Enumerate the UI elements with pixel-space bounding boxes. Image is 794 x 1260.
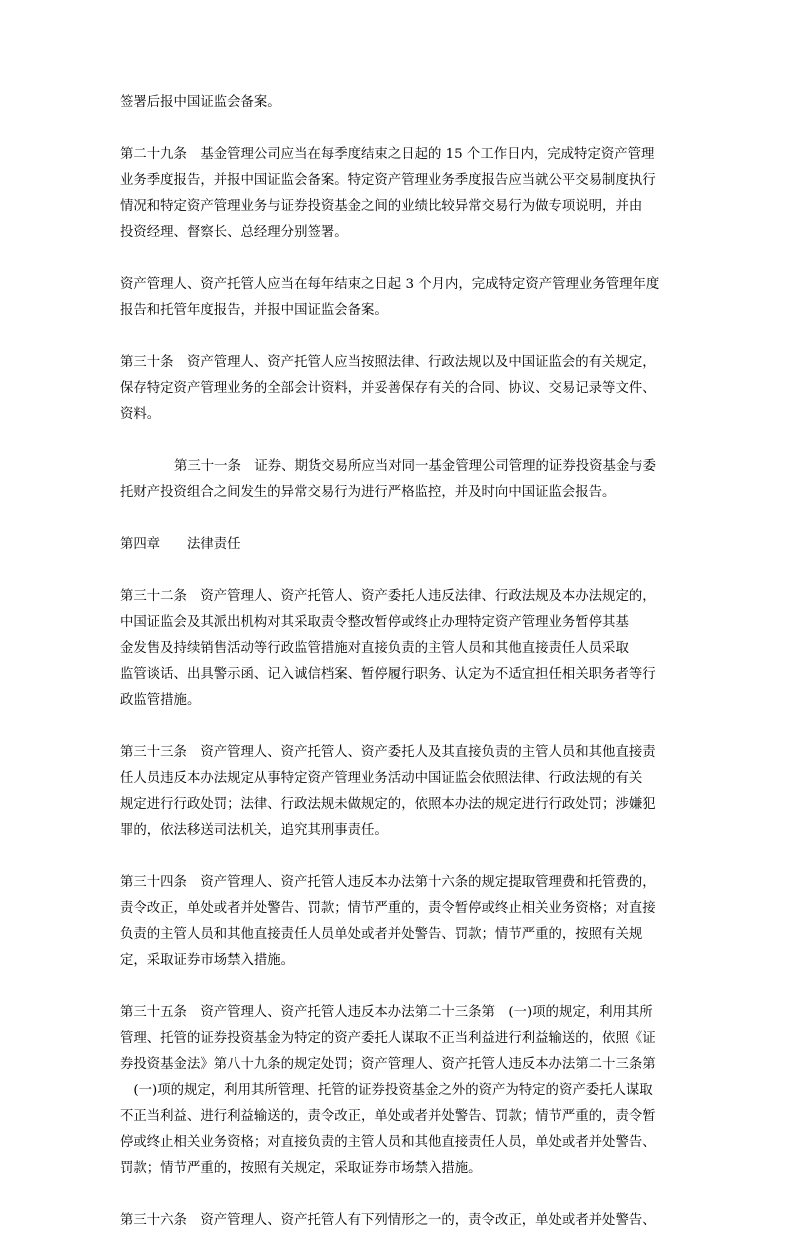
text-line: 管理、托管的证券投资基金为特定的资产委托人谋取不正当利益进行利益输送的，依照《证 [120,1031,656,1046]
text-line: 规定进行行政处罚；法律、行政法规未做规定的，依照本办法的规定进行行政处罚；涉嫌犯 [120,797,656,812]
text-line: 罚款；情节严重的，按照有关规定，采取证券市场禁入措施。 [120,1161,482,1176]
text-line: 负责的主管人员和其他直接责任人员单处或者并处警告、罚款；情节严重的，按照有关规 [120,927,643,942]
text-line: 停或终止相关业务资格；对直接负责的主管人员和其他直接责任人员，单处或者并处警告、 [120,1135,656,1150]
paragraph-annual-report [120,272,688,324]
text-line: 政监管措施。 [120,693,201,708]
paragraph-article-36 [120,1208,688,1234]
text-line: 签署后报中国证监会备案。 [120,95,281,110]
paragraph-article-31 [120,454,688,506]
text-line: 不正当利益、进行利益输送的，责令改正，单处或者并处警告、罚款；情节严重的，责令暂 [120,1109,656,1124]
text-line: 责令改正，单处或者并处警告、罚款；情节严重的，责令暂停或终止相关业务资格；对直接 [120,901,656,916]
paragraph-article-32 [120,584,688,714]
text-line: 第二十九条 基金管理公司应当在每季度结束之日起的 15 个工作日内，完成特定资产管理 [120,147,655,162]
text-line: 券投资基金法》第八十九条的规定处罚；资产管理人、资产托管人违反本办法第二十三条第 [120,1057,656,1072]
paragraph-filing-signature [120,90,688,116]
text-line: 第三十六条 资产管理人、资产托管人有下列情形之一的，责令改正，单处或者并处警告、 [120,1213,656,1228]
paragraph-article-35 [120,1000,688,1182]
text-line: (一)项的规定，利用其所管理、托管的证券投资基金之外的资产为特定的资产委托人谋取 [120,1083,653,1098]
text-line: 托财产投资组合之间发生的异常交易行为进行严格监控，并及时向中国证监会报告。 [120,485,616,500]
text-line: 第三十三条 资产管理人、资产托管人、资产委托人及其直接负责的主管人员和其他直接责 [120,745,656,760]
paragraph-article-29 [120,142,688,246]
text-line: 保存特定资产管理业务的全部会计资料，并妥善保存有关的合同、协议、交易记录等文件、 [120,381,656,396]
document-page [120,90,688,1260]
paragraph-article-30 [120,350,688,428]
text-line: 情况和特定资产管理业务与证券投资基金之间的业绩比较异常交易行为做专项说明，并由 [120,199,643,214]
text-line: 业务季度报告，并报中国证监会备案。特定资产管理业务季度报告应当就公平交易制度执行 [120,173,656,188]
text-line: 资料。 [120,407,161,422]
text-line: 罪的，依法移送司法机关，追究其刑事责任。 [120,823,388,838]
text-line: 定，采取证券市场禁入措施。 [120,953,295,968]
text-line: 第三十二条 资产管理人、资产托管人、资产委托人违反法律、行政法规及本办法规定的， [120,589,656,604]
chapter-heading [120,532,688,558]
text-line: 监管谈话、出具警示函、记入诚信档案、暂停履行职务、认定为不适宜担任相关职务者等行 [120,667,656,682]
text-line: 中国证监会及其派出机构对其采取责令整改暂停或终止办理特定资产管理业务暂停其基 [120,615,629,630]
text-line: 第三十条 资产管理人、资产托管人应当按照法律、行政法规以及中国证监会的有关规定， [120,355,656,370]
paragraph-article-33 [120,740,688,844]
text-line: 第三十一条 证券、期货交易所应当对同一基金管理公司管理的证券投资基金与委 [174,459,657,474]
paragraph-article-34 [120,870,688,974]
text-line: 金发售及持续销售活动等行政监管措施对直接负责的主管人员和其他直接责任人员采取 [120,641,629,656]
text-line: 报告和托管年度报告，并报中国证监会备案。 [120,303,388,318]
text-line: 任人员违反本办法规定从事特定资产管理业务活动中国证监会依照法律、行政法规的有关 [120,771,643,786]
text-line: 第三十五条 资产管理人、资产托管人违反本办法第二十三条第 (一)项的规定，利用其所 [120,1005,653,1020]
text-line: 第四章 法律责任 [120,537,241,552]
text-line: 投资经理、督察长、总经理分别签署。 [120,225,348,240]
text-line: 第三十四条 资产管理人、资产托管人违反本办法第十六条的规定提取管理费和托管费的， [120,875,656,890]
text-line: 资产管理人、资产托管人应当在每年结束之日起 3 个月内，完成特定资产管理业务管理年度 [120,277,660,292]
